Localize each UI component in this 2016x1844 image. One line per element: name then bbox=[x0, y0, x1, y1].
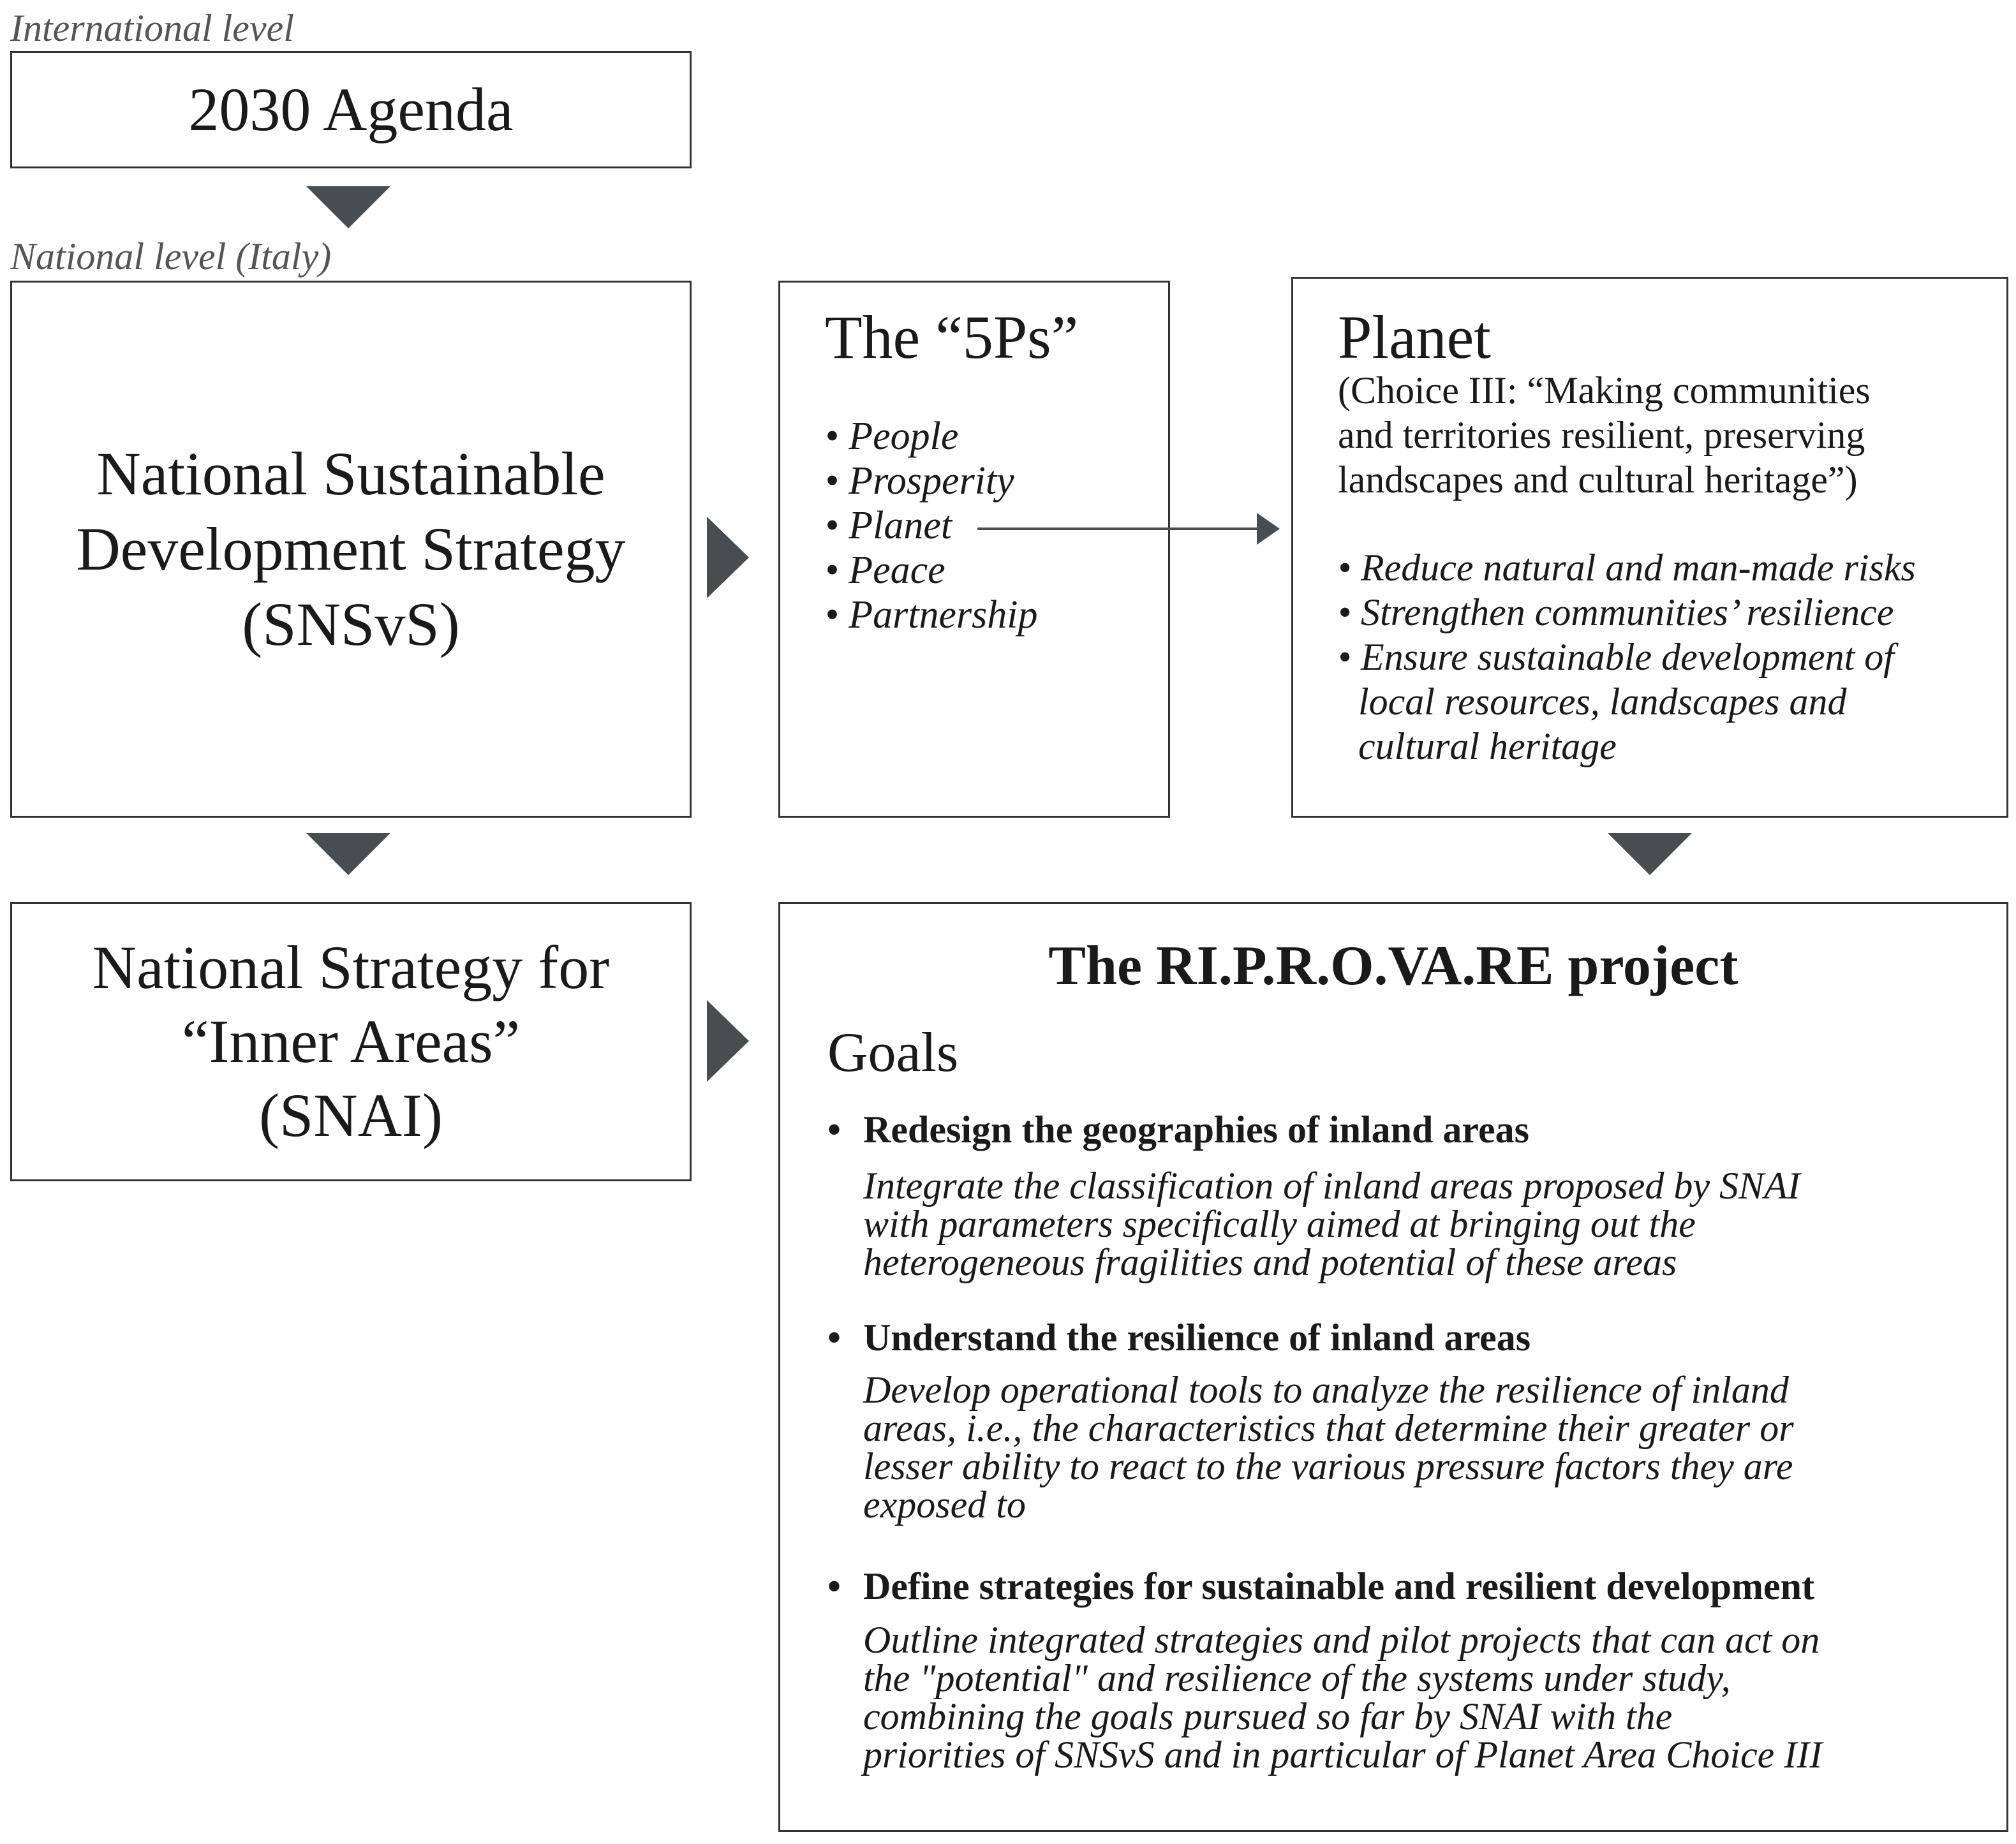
planet-bullet: • Reduce natural and man-made risks bbox=[1338, 547, 1916, 589]
goal-title: Understand the resilience of inland areas bbox=[863, 1317, 1531, 1359]
goal-desc-line: the "potential" and resilience of the systems under study, bbox=[863, 1657, 1731, 1699]
national-level-label: National level (Italy) bbox=[10, 235, 332, 277]
planet-subtitle-line: landscapes and cultural heritage”) bbox=[1338, 459, 1858, 501]
agenda-title: 2030 Agenda bbox=[188, 75, 514, 144]
snai-text bbox=[93, 931, 609, 1153]
project-title: The RI.P.R.O.VA.RE project bbox=[1048, 935, 1738, 997]
five-ps-item: • People bbox=[825, 415, 959, 458]
goal-title: Redesign the geographies of inland areas bbox=[863, 1109, 1529, 1151]
goal-desc-line: heterogeneous fragilities and potential of these areas bbox=[863, 1241, 1677, 1283]
planet-box bbox=[1291, 277, 2008, 818]
five-ps-item: • Partnership bbox=[825, 593, 1038, 637]
arrow-right-snsvs bbox=[707, 517, 749, 598]
planet-subtitle-line: and territories resilient, preserving bbox=[1338, 414, 1865, 456]
snai-box bbox=[10, 902, 692, 1181]
snsvs-box bbox=[10, 281, 692, 818]
goal-desc-line: Outline integrated strategies and pilot projects that can act on bbox=[863, 1619, 1820, 1661]
international-level-label: International level bbox=[10, 7, 294, 49]
goal-desc-line: Develop operational tools to analyze the resilience of inland bbox=[863, 1369, 1789, 1411]
five-ps-item: • Prosperity bbox=[825, 459, 1014, 503]
planet-subtitle bbox=[1338, 368, 1871, 502]
goal-desc-line: with parameters specifically aimed at bringing out the bbox=[863, 1203, 1696, 1245]
goal-desc-line: priorities of SNSvS and in particular of Planet Area Choice III bbox=[863, 1734, 1823, 1776]
planet-bullet: • Strengthen communities’ resilience bbox=[1338, 591, 1894, 633]
goal-description bbox=[863, 1621, 1822, 1774]
goal-description bbox=[863, 1371, 1794, 1524]
planet-subtitle-line: (Choice III: “Making communities bbox=[1338, 369, 1871, 411]
snsvs-line: Development Strategy bbox=[76, 515, 626, 583]
goal-bullet: • bbox=[827, 1109, 841, 1151]
arrow-down-agenda bbox=[306, 186, 390, 228]
goal-desc-line: Integrate the classification of inland areas proposed by SNAI bbox=[863, 1165, 1800, 1207]
planet-title: Planet bbox=[1338, 303, 1491, 371]
snsvs-line: National Sustainable bbox=[96, 439, 605, 508]
planet-connector-head bbox=[1257, 513, 1280, 545]
planet-bullet-continuation: cultural heritage bbox=[1358, 725, 1617, 767]
snai-line: “Inner Areas” bbox=[181, 1007, 521, 1075]
goal-desc-line: lesser ability to react to the various pressure factors they are bbox=[863, 1445, 1793, 1487]
snai-line: National Strategy for bbox=[92, 933, 610, 1001]
arrow-down-planet bbox=[1608, 833, 1692, 875]
goal-desc-line: combining the goals pursued so far by SNAI with the bbox=[863, 1695, 1673, 1737]
planet-bullet: • Ensure sustainable development of bbox=[1338, 636, 1894, 678]
five-ps-item: • Planet bbox=[825, 504, 952, 547]
snsvs-line: (SNSvS) bbox=[242, 590, 460, 658]
goal-title: Define strategies for sustainable and resilient development bbox=[863, 1565, 1815, 1607]
snai-line: (SNAI) bbox=[259, 1081, 443, 1149]
agenda-box bbox=[10, 51, 692, 168]
goals-heading: Goals bbox=[827, 1022, 959, 1084]
project-box bbox=[778, 902, 2008, 1832]
five-ps-title: The “5Ps” bbox=[825, 303, 1079, 371]
planet-bullets bbox=[1338, 545, 1916, 769]
goal-bullet: • bbox=[827, 1317, 841, 1359]
arrow-right-snai bbox=[707, 1000, 749, 1082]
goal-desc-line: areas, i.e., the characteristics that determine their greater or bbox=[863, 1407, 1794, 1449]
goal-description bbox=[863, 1167, 1800, 1281]
five-ps-item: • Peace bbox=[825, 549, 945, 592]
planet-bullet-continuation: local resources, landscapes and bbox=[1358, 681, 1847, 723]
planet-connector-arrow bbox=[976, 508, 1282, 552]
goal-bullet: • bbox=[827, 1565, 841, 1607]
goal-desc-line: exposed to bbox=[863, 1484, 1026, 1526]
snsvs-text bbox=[76, 436, 625, 662]
arrow-down-snsvs bbox=[306, 833, 390, 875]
